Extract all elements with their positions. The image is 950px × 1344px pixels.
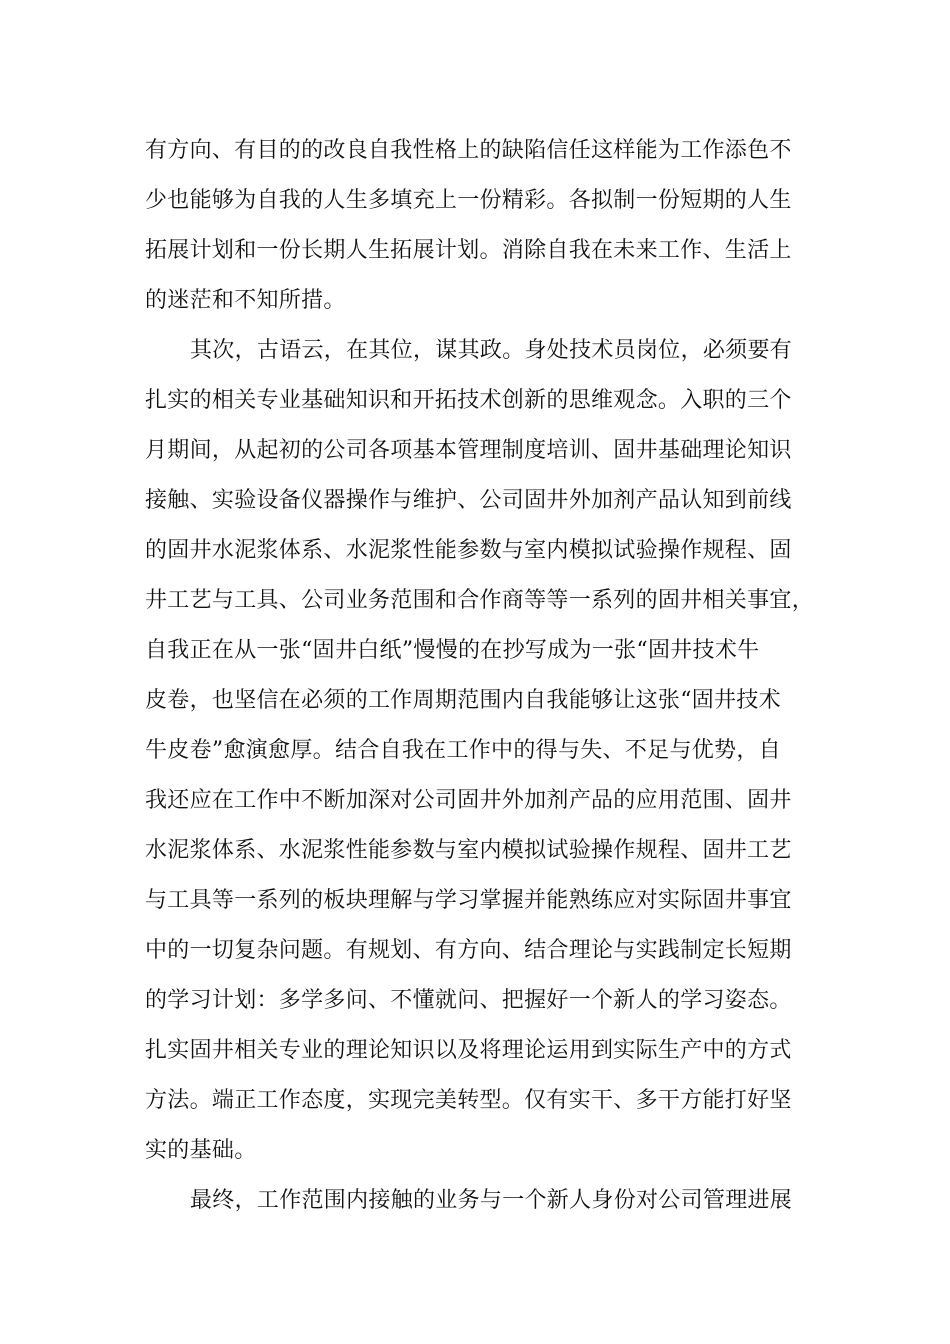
text-line: 方法。端正工作态度，实现完美转型。仅有实干、多干方能打好坚 [145,1088,792,1113]
text-line: 井工艺与工具、公司业务范围和合作商等等一系列的固井相关事宜， [145,588,815,613]
text-line: 的固井水泥浆体系、水泥浆性能参数与室内模拟试验操作规程、固 [145,538,792,563]
text-line: 水泥浆体系、水泥浆性能参数与室内模拟试验操作规程、固井工艺 [145,838,792,863]
text-line: 接触、实验设备仪器操作与维护、公司固井外加剂产品认知到前线 [145,488,792,513]
text-line: 月期间，从起初的公司各项基本管理制度培训、固井基础理论知识 [145,438,792,463]
text-line: 实的基础。 [145,1138,257,1163]
text-line: 有方向、有目的的改良自我性格上的缺陷信任这样能为工作添色不 [145,138,792,163]
text-line: 自我正在从一张“固井白纸”慢慢的在抄写成为一张“固井技术牛 [145,638,760,663]
text-line: 中的一切复杂问题。有规划、有方向、结合理论与实践制定长短期 [145,938,792,963]
text-line: 的学习计划：多学多问、不懂就问、把握好一个新人的学习姿态。 [145,988,792,1013]
text-line: 皮卷，也坚信在必须的工作周期范围内自我能够让这张“固井技术 [145,688,781,713]
text-line: 牛皮卷”愈演愈厚。结合自我在工作中的得与失、不足与优势，自 [145,738,781,763]
text-line: 的迷茫和不知所措。 [145,288,346,313]
text-line: 我还应在工作中不断加深对公司固井外加剂产品的应用范围、固井 [145,788,792,813]
paragraph-start-line: 其次，古语云，在其位，谋其政。身处技术员岗位，必须要有 [190,338,793,363]
text-line: 扎实的相关专业基础知识和开拓技术创新的思维观念。入职的三个 [145,388,792,413]
text-line: 少也能够为自我的人生多填充上一份精彩。各拟制一份短期的人生 [145,188,792,213]
paragraph-start-line: 最终，工作范围内接触的业务与一个新人身份对公司管理进展 [190,1188,793,1213]
text-line: 拓展计划和一份长期人生拓展计划。消除自我在未来工作、生活上 [145,238,792,263]
text-line: 扎实固井相关专业的理论知识以及将理论运用到实际生产中的方式 [145,1038,792,1063]
text-line: 与工具等一系列的板块理解与学习掌握并能熟练应对实际固井事宜 [145,888,792,913]
